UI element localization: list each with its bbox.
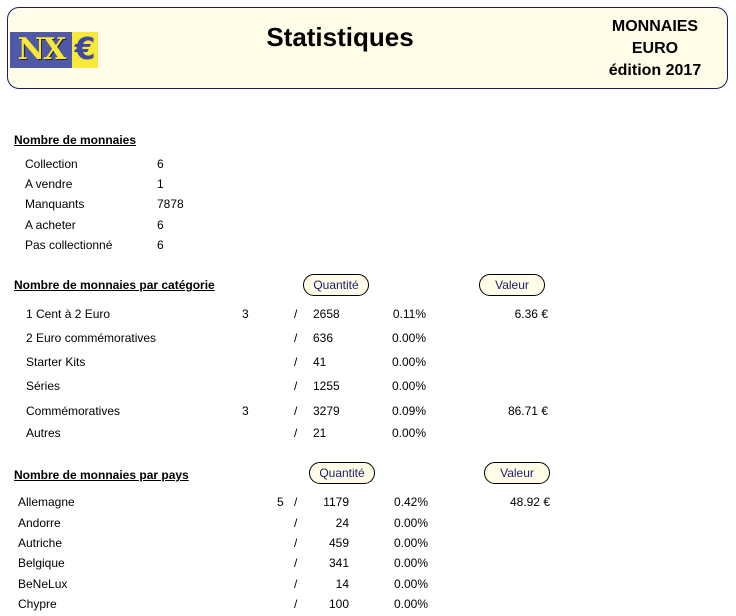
country-owned: 5	[277, 495, 284, 509]
summary-label: Manquants	[25, 197, 85, 211]
summary-label: Pas collectionné	[25, 238, 113, 252]
country-label: Andorre	[18, 516, 61, 530]
country-section-title: Nombre de monnaies par pays	[14, 468, 189, 482]
category-label: Autres	[26, 426, 61, 440]
category-quantity-button[interactable]: Quantité	[303, 274, 369, 296]
category-separator: /	[294, 379, 298, 393]
country-label: BeNeLux	[18, 577, 68, 591]
country-separator: /	[294, 536, 298, 550]
country-percent: 0.42%	[393, 495, 428, 509]
summary-value: 6	[157, 238, 164, 252]
summary-value: 6	[157, 157, 164, 171]
country-total: 341	[328, 556, 349, 570]
category-separator: /	[294, 355, 298, 369]
category-label: Starter Kits	[26, 355, 86, 369]
category-value: 86.71 €	[507, 404, 548, 418]
category-percent: 0.09%	[391, 404, 426, 418]
country-label: Autriche	[18, 536, 63, 550]
summary-label: Collection	[25, 157, 78, 171]
category-label: 1 Cent à 2 Euro	[26, 307, 111, 321]
category-separator: /	[294, 307, 298, 321]
country-percent: 0.00%	[393, 536, 428, 550]
category-percent: 0.00%	[391, 331, 426, 345]
country-total: 14	[335, 577, 349, 591]
summary-section-title: Nombre de monnaies	[14, 133, 137, 147]
category-section-title: Nombre de monnaies par catégorie	[14, 278, 215, 292]
country-label: Allemagne	[18, 495, 75, 509]
nx-euro-logo	[10, 32, 98, 68]
country-percent: 0.00%	[393, 577, 428, 591]
country-separator: /	[294, 577, 298, 591]
category-separator: /	[294, 426, 298, 440]
country-total: 24	[335, 516, 349, 530]
country-percent: 0.00%	[393, 597, 428, 611]
category-owned: 3	[242, 307, 249, 321]
country-label: Chypre	[18, 597, 57, 611]
category-separator: /	[294, 404, 298, 418]
category-label: Séries	[26, 379, 61, 393]
category-label: 2 Euro commémoratives	[26, 331, 157, 345]
country-value: 48.92 €	[509, 495, 550, 509]
country-total: 100	[328, 597, 349, 611]
category-owned: 3	[242, 404, 249, 418]
country-total: 459	[328, 536, 349, 550]
category-total: 3279	[313, 404, 340, 418]
country-quantity-button[interactable]: Quantité	[309, 462, 375, 484]
summary-value: 6	[157, 218, 164, 232]
category-percent: 0.11%	[392, 307, 426, 321]
category-value-button[interactable]: Valeur	[479, 274, 545, 296]
country-separator: /	[294, 556, 298, 570]
category-percent: 0.00%	[391, 355, 426, 369]
summary-value: 1	[157, 177, 164, 191]
category-total: 2658	[313, 307, 340, 321]
country-separator: /	[294, 516, 298, 530]
country-label: Belgique	[18, 556, 65, 570]
summary-value: 7878	[157, 197, 184, 211]
page-title: Statistiques	[266, 22, 414, 52]
country-separator: /	[294, 495, 298, 509]
category-total: 41	[313, 355, 327, 369]
edition-label	[580, 16, 730, 82]
euro-icon: €	[72, 32, 98, 68]
country-percent: 0.00%	[393, 556, 428, 570]
country-total: 1179	[323, 495, 349, 509]
edition-line-3: édition 2017	[608, 62, 702, 79]
category-percent: 0.00%	[391, 426, 426, 440]
category-total: 636	[313, 331, 334, 345]
country-separator: /	[294, 597, 298, 611]
summary-label: A acheter	[25, 218, 76, 232]
summary-label: A vendre	[25, 177, 73, 191]
edition-line-1: MONNAIES	[611, 18, 699, 35]
country-percent: 0.00%	[393, 516, 428, 530]
edition-line-2: EURO	[631, 40, 679, 57]
category-total: 1255	[313, 379, 340, 393]
category-total: 21	[313, 426, 327, 440]
logo-nx-text: NX	[10, 32, 72, 68]
category-separator: /	[294, 331, 298, 345]
country-value-button[interactable]: Valeur	[484, 462, 550, 484]
category-label: Commémoratives	[26, 404, 121, 418]
category-percent: 0.00%	[391, 379, 426, 393]
category-value: 6.36 €	[514, 307, 548, 321]
